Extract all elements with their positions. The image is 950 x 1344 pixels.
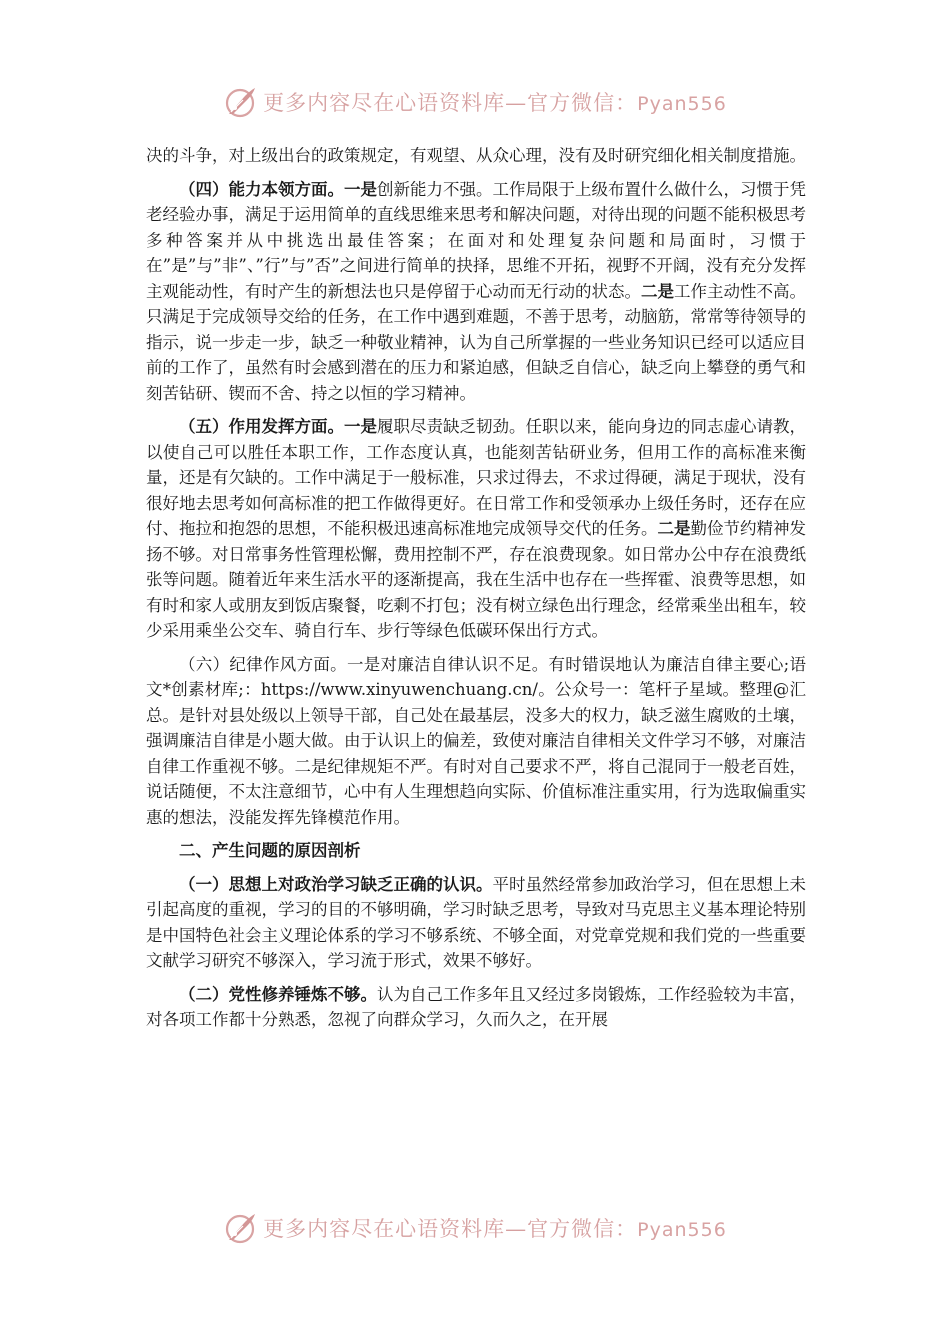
paragraph-discipline: （六）纪律作风方面。一是对廉洁自律认识不足。有时错误地认为廉洁自律主要心;语文*创素材库;：https://www.xinyuwenchuang.cn/。公众号一：笔杆子星域。整理@汇总。是针对县处级以上领导干部，自己处在最基层，没多大的权力，缺乏滋生腐败的土壤，强调廉洁自律是小题大做。由于认识上的偏差，致使对廉洁自律相关文件学习不够，对廉洁自律工作重视不够。二是纪律规矩不严。有时对自己要求不严，将自己混同于一般老百姓，说话随便，不太注意细节，心中有人生理想趋向实际、价值标准注重实用，行为选取偏重实惠的想法，没能发挥先锋模范作用。 [146,654,806,827]
paragraph-continued: 决的斗争，对上级出台的政策规定，有观望、从众心理，没有及时研究细化相关制度措施。 [146,146,806,165]
wechat-id: Pyan556 [637,1219,727,1241]
document-body [146,143,806,1041]
paragraph-cause-2: （二）党性修养锤炼不够。认为自己工作多年且又经过多岗锻炼，工作经验较为丰富，对各项工作都十分熟悉，忽视了向群众学习，久而久之，在开展 [146,984,806,1029]
footer-banner [0,1208,950,1248]
section-heading: 二、产生问题的原因剖析 [179,841,361,860]
banner-text: 更多内容尽在心语资料库—官方微信：Pyan556 [263,91,727,115]
paragraph-ability: （四）能力本领方面。一是创新能力不强。工作局限于上级布置什么做什么，习惯于凭老经验办事，满足于运用简单的直线思维来思考和解决问题，对待出现的问题不能积极思考多种答案并从中挑选出最佳答案；在面对和处理复杂问题和局面时，习惯于在”是”与”非”、”行”与”否”之间进行简单的抉择，思维不开拓，视野不开阔，没有充分发挥主观能动性，有时产生的新想法也只是停留于心动而无行动的状态。二是工作主动性不高。只满足于完成领导交给的任务，在工作中遇到难题，不善于思考，动脑筋，常常等待领导的指示，说一步走一步，缺乏一种敬业精神，认为自己所掌握的一些业务知识已经可以适应目前的工作了，虽然有时会感到潜在的压力和紧迫感，但缺乏自信心，缺乏向上攀登的勇气和刻苦钻研、锲而不舍、持之以恒的学习精神。 [146,179,806,403]
paragraph-cause-1: （一）思想上对政治学习缺乏正确的认识。平时虽然经常参加政治学习，但在思想上未引起高度的重视，学习的目的不够明确，学习时缺乏思考，导致对马克思主义基本理论特别是中国特色社会主义理论体系的学习不够系统、不够全面，对党章党规和我们党的一些重要文献学习研究不够深入，学习流于形式，效果不够好。 [146,874,806,970]
quill-pen-logo-icon [223,1210,259,1246]
wechat-id: Pyan556 [637,93,727,115]
quill-pen-logo-icon [223,84,259,120]
header-banner [0,82,950,122]
banner-text: 更多内容尽在心语资料库—官方微信：Pyan556 [263,1217,727,1241]
paragraph-role: （五）作用发挥方面。一是履职尽责缺乏韧劲。任职以来，能向身边的同志虚心请教，以使自己可以胜任本职工作，工作态度认真，也能刻苦钻研业务，但用工作的高标准来衡量，还是有欠缺的。工作中满足于一般标准，只求过得去，不求过得硬，满足于现状，没有很好地去思考如何高标准的把工作做得更好。在日常工作和受领承办上级任务时，还存在应付、拖拉和抱怨的思想，不能积极迅速高标准地完成领导交代的任务。二是勤俭节约精神发扬不够。对日常事务性管理松懈，费用控制不严，存在浪费现象。如日常办公中存在浪费纸张等问题。随着近年来生活水平的逐渐提高，我在生活中也存在一些挥霍、浪费等思想，如有时和家人或朋友到饭店聚餐，吃剩不打包；没有树立绿色出行理念，经常乘坐出租车，较少采用乘坐公交车、骑自行车、步行等绿色低碳环保出行方式。 [146,417,806,640]
